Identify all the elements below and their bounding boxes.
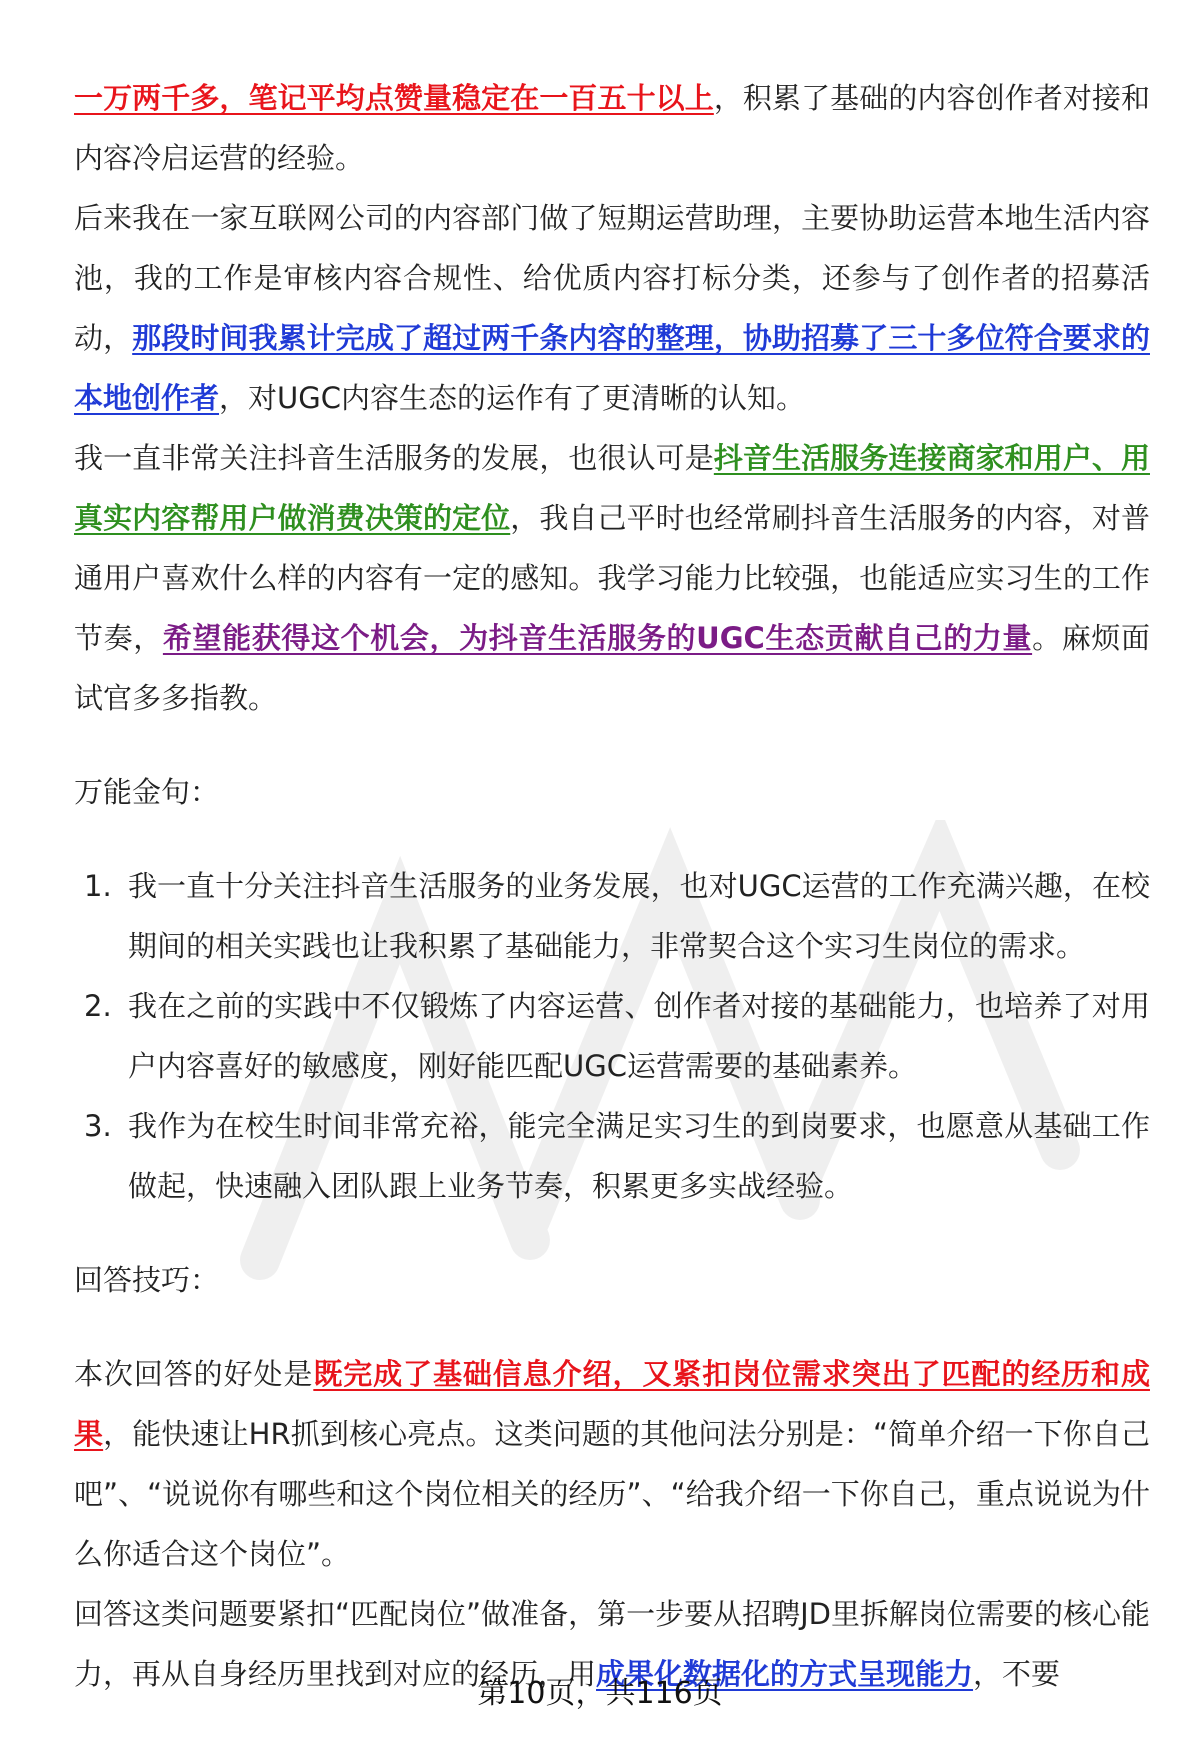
list-item xyxy=(74,1096,1150,1216)
paragraph-3-text-middle: ，我自己平时也经常刷抖音生活服务的内容，对普通用户喜欢什么样的内容有一定的感知。我学习能力比较强，也能适应实习生的工作节奏， xyxy=(74,501,1150,655)
paragraph-3 xyxy=(74,428,1150,728)
paragraph-2 xyxy=(74,188,1150,428)
section-heading-universal: 万能金句： xyxy=(74,775,220,809)
paragraph-3-text-before: 我一直非常关注抖音生活服务的发展，也很认可是 xyxy=(74,441,714,475)
list-item-number: 1. xyxy=(84,869,112,903)
paragraph-1 xyxy=(74,68,1150,188)
list-item xyxy=(74,856,1150,976)
spacer xyxy=(74,1310,1150,1344)
tips-paragraph-1 xyxy=(74,1344,1150,1584)
paragraph-2-text-after: ，对UGC内容生态的运作有了更清晰的认知。 xyxy=(219,381,805,415)
tips-paragraph-2-after: ，不要 xyxy=(973,1657,1061,1691)
list-item-number: 3. xyxy=(84,1109,112,1143)
universal-sentences-list xyxy=(74,856,1150,1216)
page-footer: 第10页，共116页 xyxy=(477,1676,723,1711)
list-item-text: 我在之前的实践中不仅锻炼了内容运营、创作者对接的基础能力，也培养了对用户内容喜好的敏感度，刚好能匹配UGC运营需要的基础素养。 xyxy=(128,989,1150,1083)
tips-paragraph-1-after: ，能快速让HR抓到核心亮点。这类问题的其他问法分别是：“简单介绍一下你自己吧”、“说说你有哪些和这个岗位相关的经历”、“给我介绍一下你自己，重点说说为什么你适合这个岗位”。 xyxy=(74,1417,1150,1571)
document-content xyxy=(74,68,1150,1704)
paragraph-2-text-before: 后来我在一家互联网公司的内容部门做了短期运营助理，主要协助运营本地生活内容池，我的工作是审核内容合规性、给优质内容打标分类，还参与了创作者的招募活动， xyxy=(74,201,1150,355)
highlight-purple-1: 希望能获得这个机会，为抖音生活服务的UGC生态贡献自己的力量 xyxy=(162,621,1033,655)
list-item xyxy=(74,976,1150,1096)
highlight-green-1: 抖音生活服务连接商家和用户、用真实内容帮用户做消费决策的定位 xyxy=(74,441,1150,535)
paragraph-1-text: ，积累了基础的内容创作者对接和内容冷启运营的经验。 xyxy=(74,81,1150,175)
highlight-red-2: 既完成了基础信息介绍，又紧扣岗位需求突出了匹配的经历和成果 xyxy=(74,1357,1150,1451)
highlight-red-1: 一万两千多，笔记平均点赞量稳定在一百五十以上 xyxy=(74,81,714,115)
list-item-text: 我一直十分关注抖音生活服务的业务发展，也对UGC运营的工作充满兴趣，在校期间的相关实践也让我积累了基础能力，非常契合这个实习生岗位的需求。 xyxy=(128,869,1150,963)
tips-paragraph-1-before: 本次回答的好处是 xyxy=(74,1357,314,1391)
list-item-text: 我作为在校生时间非常充裕，能完全满足实习生的到岗要求，也愿意从基础工作做起，快速融入团队跟上业务节奏，积累更多实战经验。 xyxy=(128,1109,1150,1203)
highlight-blue-2: 成果化数据化的方式呈现能力 xyxy=(596,1657,974,1691)
spacer xyxy=(74,728,1150,762)
section-heading-tips: 回答技巧： xyxy=(74,1263,220,1297)
spacer xyxy=(74,1216,1150,1250)
paragraph-3-text-after: 。麻烦面试官多多指教。 xyxy=(74,621,1150,715)
highlight-blue-1: 那段时间我累计完成了超过两千条内容的整理，协助招募了三十多位符合要求的本地创作者 xyxy=(74,321,1150,415)
tips-paragraph-2-before: 回答这类问题要紧扣“匹配岗位”做准备，第一步要从招聘JD里拆解岗位需要的核心能力，再从自身经历里找到对应的经历，用 xyxy=(74,1597,1150,1691)
spacer xyxy=(74,822,1150,856)
list-item-number: 2. xyxy=(84,989,112,1023)
